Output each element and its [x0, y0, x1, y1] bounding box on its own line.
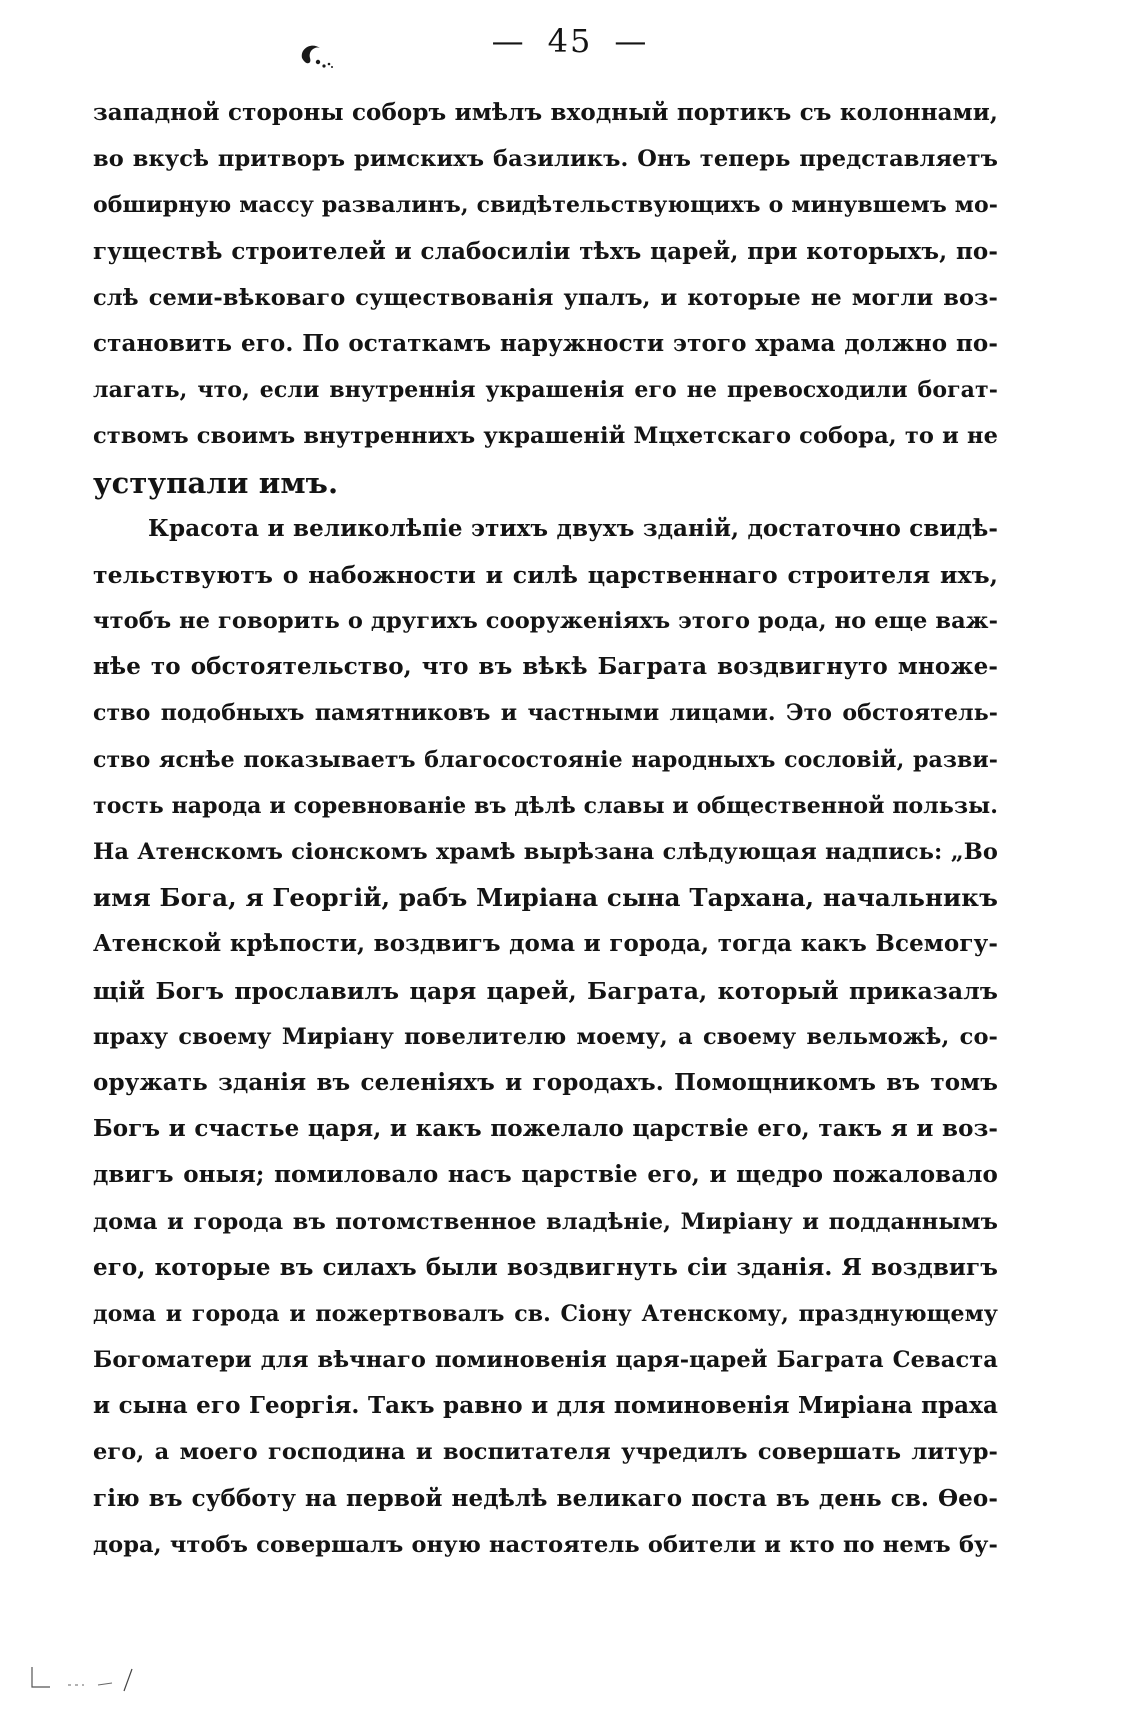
text-line: обширную массу развалинъ, свидѣтельствующихъ о минувшемъ мо- [93, 192, 998, 219]
page-number-dash-right: — [614, 22, 649, 60]
scan-artifact-mark [28, 1663, 158, 1693]
page-number-dash-left: — [491, 22, 526, 60]
body-text [93, 90, 998, 1568]
text-line: тость народа и соревнованiе въ дѣлѣ славы и общественной пользы. [93, 792, 998, 819]
text-line: оружать зданiя въ селенiяхъ и городахъ. Помощникомъ въ томъ [93, 1068, 998, 1096]
text-line: слѣ семи-вѣковаго существованiя упалъ, и которые не могли воз- [93, 284, 998, 311]
text-line: дора, чтобъ совершалъ оную настоятель обители и кто по немъ бу- [93, 1531, 998, 1558]
page-number [0, 22, 1140, 60]
text-line: щiй Богъ прославилъ царя царей, Баграта, который приказалъ [93, 976, 998, 1005]
text-line: гiю въ субботу на первой недѣлѣ великаго поста въ день св. Өео- [93, 1484, 998, 1512]
text-line: Богоматери для вѣчнаго поминовенiя царя-царей Баграта Севаста [93, 1347, 998, 1374]
text-line: Атенской крѣпости, воздвигъ дома и города, тогда какъ Всемогу- [93, 930, 998, 958]
page-number-value: 45 [547, 22, 593, 60]
text-line: гуществѣ строителей и слабосилiи тѣхъ царей, при которыхъ, по- [93, 237, 998, 265]
text-line: становить его. По остаткамъ наружности этого храма должно по- [93, 329, 998, 357]
text-line: дома и города въ потомственное владѣнiе, Мирiану и подданнымъ [93, 1208, 998, 1235]
text-line: тельствуютъ о набожности и силѣ царственнаго строителя ихъ, [93, 560, 998, 589]
text-line: лагать, что, если внутреннiя украшенiя его не превосходили богат- [93, 377, 998, 404]
text-line: дома и города и пожертвовалъ св. Сiону Атенскому, празднующему [93, 1300, 998, 1327]
text-line: уступали имъ. [93, 465, 339, 500]
text-line: ствомъ своимъ внутреннихъ украшенiй Мцхетскаго собора, то и не [93, 423, 998, 450]
text-line: имя Бога, я Георгiй, рабъ Мирiана сына Тархана, начальникъ [93, 883, 998, 913]
text-line: ство подобныхъ памятниковъ и частными лицами. Это обстоятель- [93, 700, 998, 727]
text-line: западной стороны соборъ имѣлъ входный портикъ съ колоннами, [93, 99, 998, 126]
text-line: и сына его Георгiя. Такъ равно и для поминовенiя Мирiана праха [93, 1392, 998, 1420]
text-line: На Атенскомъ сiонскомъ храмѣ вырѣзана слѣдующая надпись: „Во [93, 839, 998, 865]
text-line: его, а моего господина и воспитателя учредилъ совершать литур- [93, 1439, 998, 1466]
text-line: его, которые въ силахъ были воздвигнуть сiи зданiя. Я воздвигъ [93, 1253, 998, 1281]
text-line: Богъ и счастье царя, и какъ пожелало царствiе его, такъ я и воз- [93, 1115, 998, 1143]
text-line: нѣе то обстоятельство, что въ вѣкѣ Баграта воздвигнуто множе- [93, 653, 998, 681]
text-line: Красота и великолѣпiе этихъ двухъ зданiй, достаточно свидѣ- [148, 514, 998, 542]
text-line: праху своему Мирiану повелителю моему, а своему вельможѣ, со- [93, 1023, 998, 1050]
text-line: ство яснѣе показываетъ благосостоянiе народныхъ сословiй, разви- [93, 746, 998, 773]
text-line: во вкусѣ притворъ римскихъ базиликъ. Онъ теперь представляетъ [93, 146, 998, 173]
text-line: двигъ оныя; помиловало насъ царствiе его, и щедро пожаловало [93, 1161, 998, 1189]
text-line: чтобъ не говорить о другихъ сооруженiяхъ этого рода, но еще важ- [93, 608, 999, 635]
